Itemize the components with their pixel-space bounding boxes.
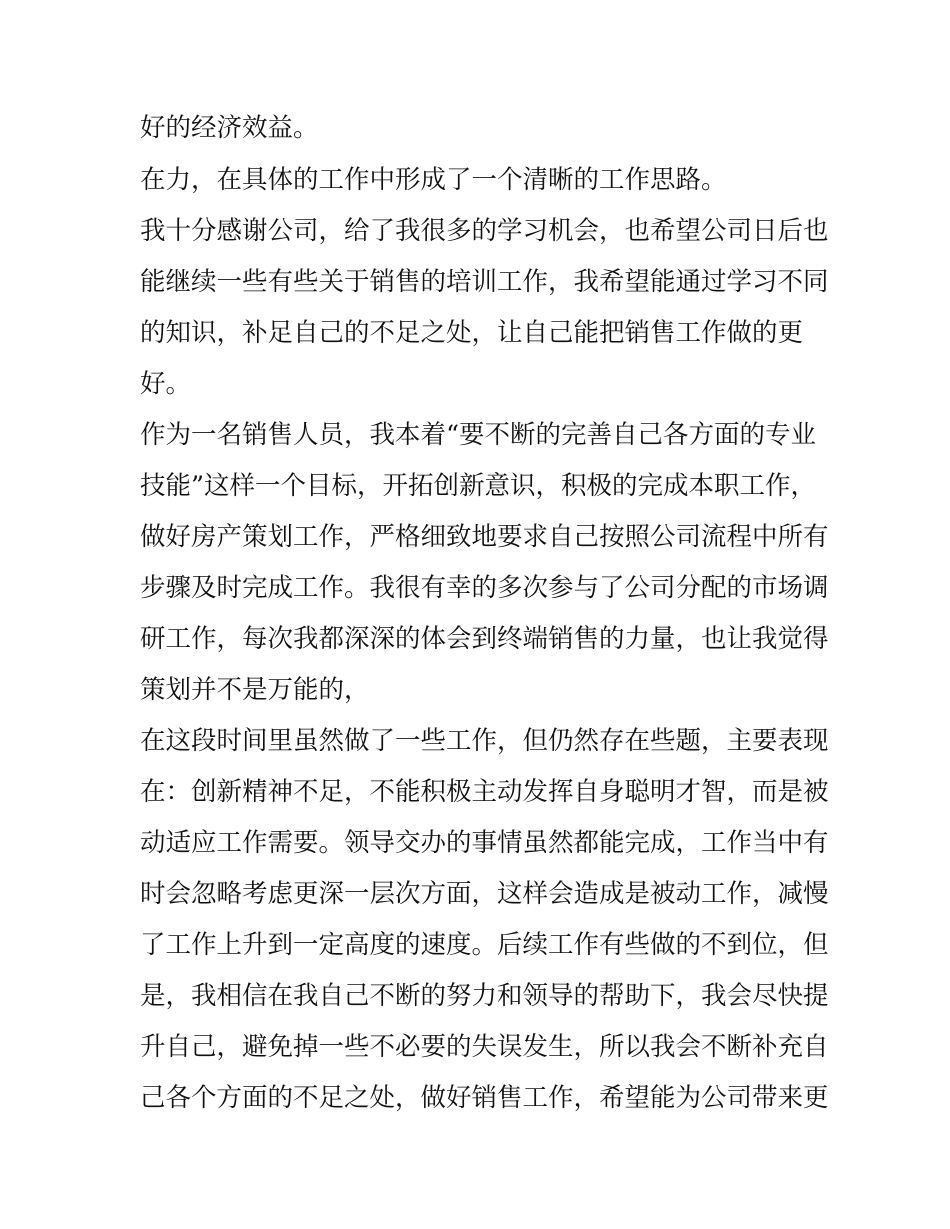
text-line: 了工作上升到一定高度的速度。后续工作有些做的不到位，但 — [140, 930, 829, 960]
text-line: 我十分感谢公司，给了我很多的学习机会，也希望公司日后也 — [140, 216, 829, 246]
text-line: 动适应工作需要。领导交办的事情虽然都能完成，工作当中有 — [140, 828, 829, 858]
text-line: 步骤及时完成工作。我很有幸的多次参与了公司分配的市场调 — [140, 573, 829, 603]
text-line: 技能”这样一个目标，开拓创新意识，积极的完成本职工作， — [140, 471, 817, 501]
text-line: 升自己，避免掉一些不必要的失误发生，所以我会不断补充自 — [140, 1032, 829, 1062]
text-line: 是，我相信在我自己不断的努力和领导的帮助下，我会尽快提 — [140, 981, 829, 1011]
text-line: 时会忽略考虑更深一层次方面，这样会造成是被动工作，减慢 — [140, 879, 829, 909]
text-line: 研工作，每次我都深深的体会到终端销售的力量，也让我觉得 — [140, 624, 829, 654]
text-line: 己各个方面的不足之处，做好销售工作，希望能为公司带来更 — [140, 1083, 829, 1113]
text-line: 好的经济效益。 — [140, 113, 319, 143]
text-line: 能继续一些有些关于销售的培训工作，我希望能通过学习不同 — [140, 267, 829, 297]
text-line: 作为一名销售人员，我本着“要不断的完善自己各方面的专业 — [140, 420, 817, 450]
text-line: 在这段时间里虽然做了一些工作，但仍然存在些题，主要表现 — [140, 726, 829, 756]
text-line: 策划并不是万能的， — [140, 675, 370, 705]
text-line: 做好房产策划工作，严格细致地要求自己按照公司流程中所有 — [140, 522, 829, 552]
text-line: 的知识，补足自己的不足之处，让自己能把销售工作做的更 — [140, 318, 804, 348]
text-line: 在力，在具体的工作中形成了一个清晰的工作思路。 — [140, 165, 727, 195]
text-line: 好。 — [140, 369, 192, 399]
text-line: 在：创新精神不足，不能积极主动发挥自身聪明才智，而是被 — [140, 777, 829, 807]
